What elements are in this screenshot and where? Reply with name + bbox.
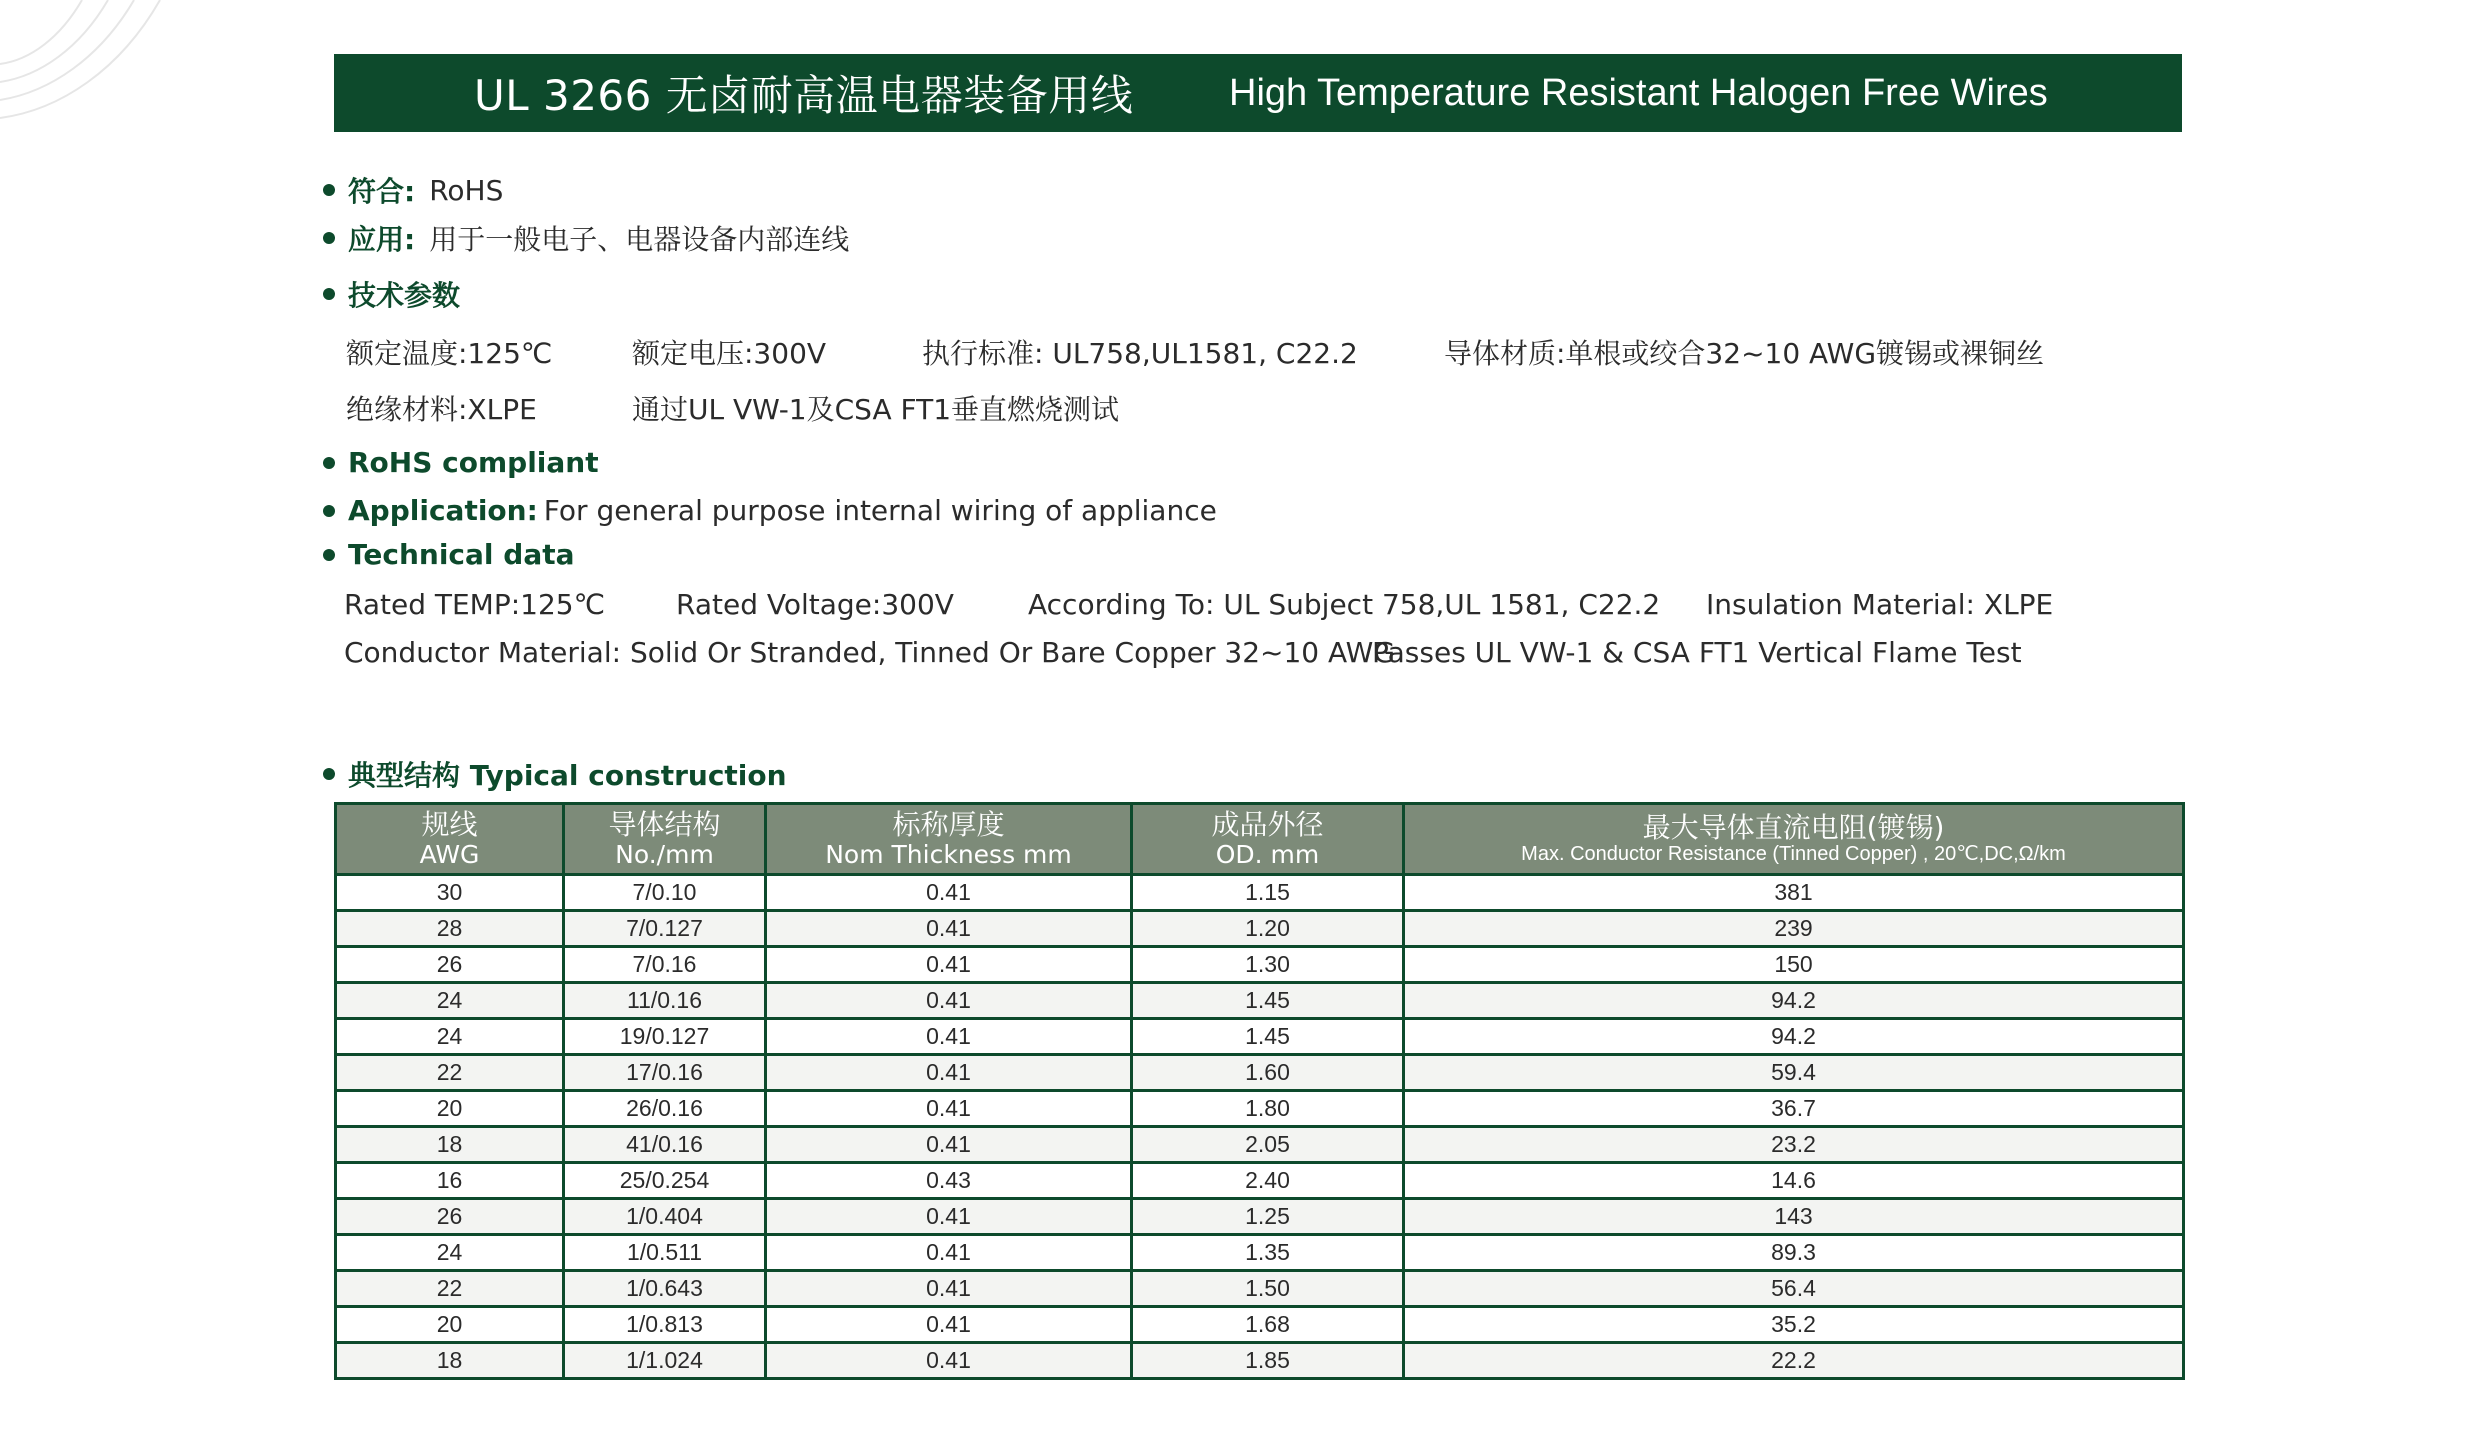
cn-application-value: 用于一般电子、电器设备内部连线 (429, 223, 850, 256)
en-rohs-line (323, 446, 599, 479)
cell-thickness: 0.41 (766, 1307, 1132, 1343)
header-resistance (1404, 804, 2184, 875)
en-param-temp: Rated TEMP:125℃ (344, 588, 606, 621)
cell-awg: 24 (336, 983, 564, 1019)
header-en: Nom Thickness mm (825, 839, 1072, 869)
cell-conductor: 7/0.10 (564, 875, 766, 911)
bullet-icon (323, 457, 335, 469)
cn-application-line (323, 218, 849, 258)
cell-conductor: 7/0.127 (564, 911, 766, 947)
cn-param-voltage: 额定电压:300V (632, 337, 827, 370)
table-row (336, 911, 2184, 947)
cn-param-temp: 额定温度:125℃ (346, 337, 553, 370)
en-tech-heading (323, 538, 575, 571)
cell-thickness: 0.41 (766, 875, 1132, 911)
title-chinese: UL 3266 无卤耐高温电器装备用线 (474, 71, 1134, 120)
cell-thickness: 0.41 (766, 1271, 1132, 1307)
cell-awg: 22 (336, 1271, 564, 1307)
bullet-icon (323, 505, 335, 517)
cell-awg: 16 (336, 1163, 564, 1199)
en-param-flame: Passes UL VW-1 & CSA FT1 Vertical Flame Test (1372, 636, 2022, 669)
table-row (336, 1019, 2184, 1055)
header-thickness (766, 804, 1132, 875)
en-param-standard: According To: UL Subject 758,UL 1581, C22.2 (1028, 588, 1661, 621)
cell-od: 1.35 (1132, 1235, 1404, 1271)
cell-resistance: 14.6 (1404, 1163, 2184, 1199)
cell-resistance: 89.3 (1404, 1235, 2184, 1271)
en-rohs-label: RoHS compliant (348, 446, 599, 479)
cell-resistance: 143 (1404, 1199, 2184, 1235)
header-conductor (564, 804, 766, 875)
construction-label: 典型结构 Typical construction (348, 759, 787, 792)
table-row (336, 1091, 2184, 1127)
bullet-icon (323, 232, 335, 244)
cn-tech-heading (323, 274, 460, 314)
en-tech-label: Technical data (348, 538, 575, 571)
cell-conductor: 1/1.024 (564, 1343, 766, 1379)
table-row (336, 1163, 2184, 1199)
en-param-insulation: Insulation Material: XLPE (1706, 588, 2054, 621)
en-param-voltage: Rated Voltage:300V (676, 588, 954, 621)
construction-heading (323, 754, 787, 794)
table-row (336, 1199, 2184, 1235)
cell-od: 1.50 (1132, 1271, 1404, 1307)
cell-od: 1.15 (1132, 875, 1404, 911)
cell-conductor: 26/0.16 (564, 1091, 766, 1127)
cell-od: 1.68 (1132, 1307, 1404, 1343)
en-application-line (323, 494, 1217, 527)
cell-awg: 20 (336, 1091, 564, 1127)
en-param-conductor: Conductor Material: Solid Or Stranded, Tinned Or Bare Copper 32~10 AWG (344, 636, 1396, 669)
cell-thickness: 0.41 (766, 947, 1132, 983)
cell-od: 1.85 (1132, 1343, 1404, 1379)
cell-resistance: 94.2 (1404, 983, 2184, 1019)
cell-resistance: 35.2 (1404, 1307, 2184, 1343)
title-english: High Temperature Resistant Halogen Free Wires (1229, 71, 2048, 114)
cell-thickness: 0.41 (766, 1343, 1132, 1379)
cn-tech-label: 技术参数 (348, 279, 461, 312)
cell-awg: 22 (336, 1055, 564, 1091)
cn-compliance-value: RoHS (429, 173, 504, 207)
cell-resistance: 239 (1404, 911, 2184, 947)
cell-resistance: 23.2 (1404, 1127, 2184, 1163)
table-row (336, 1307, 2184, 1343)
cell-conductor: 1/0.813 (564, 1307, 766, 1343)
cell-resistance: 150 (1404, 947, 2184, 983)
bullet-icon (323, 549, 335, 561)
cell-thickness: 0.41 (766, 1199, 1132, 1235)
cell-conductor: 17/0.16 (564, 1055, 766, 1091)
table-body (336, 875, 2184, 1379)
cell-od: 1.30 (1132, 947, 1404, 983)
en-application-value: For general purpose internal wiring of appliance (543, 494, 1217, 527)
cell-awg: 18 (336, 1127, 564, 1163)
table-row (336, 1127, 2184, 1163)
cell-conductor: 1/0.511 (564, 1235, 766, 1271)
title-bar (334, 54, 2182, 132)
cell-thickness: 0.41 (766, 1235, 1132, 1271)
cn-param-conductor: 导体材质:单根或绞合32~10 AWG镀锡或裸铜丝 (1444, 337, 2045, 370)
header-cn: 最大导体直流电阻(镀锡) (1642, 810, 1945, 844)
cell-awg: 24 (336, 1019, 564, 1055)
table-row (336, 983, 2184, 1019)
cell-resistance: 94.2 (1404, 1019, 2184, 1055)
cell-awg: 26 (336, 947, 564, 983)
cn-param-standard: 执行标准: UL758,UL1581, C22.2 (922, 337, 1358, 370)
table-row (336, 1271, 2184, 1307)
header-cn: 标称厚度 (892, 807, 1005, 841)
cell-thickness: 0.41 (766, 1019, 1132, 1055)
cell-thickness: 0.41 (766, 1055, 1132, 1091)
header-awg (336, 804, 564, 875)
header-cn: 成品外径 (1211, 807, 1324, 841)
bullet-icon (323, 768, 335, 780)
cell-thickness: 0.41 (766, 983, 1132, 1019)
cell-conductor: 7/0.16 (564, 947, 766, 983)
cell-od: 1.45 (1132, 1019, 1404, 1055)
cell-resistance: 36.7 (1404, 1091, 2184, 1127)
cell-thickness: 0.41 (766, 1127, 1132, 1163)
header-cn: 规线 (421, 807, 478, 841)
cell-awg: 24 (336, 1235, 564, 1271)
cell-thickness: 0.41 (766, 911, 1132, 947)
header-en: Max. Conductor Resistance (Tinned Copper) , 20℃,DC,Ω/km (1521, 843, 2066, 866)
table-row (336, 947, 2184, 983)
cell-od: 1.80 (1132, 1091, 1404, 1127)
cell-od: 2.40 (1132, 1163, 1404, 1199)
cell-od: 2.05 (1132, 1127, 1404, 1163)
cell-od: 1.60 (1132, 1055, 1404, 1091)
cell-thickness: 0.41 (766, 1091, 1132, 1127)
cell-thickness: 0.43 (766, 1163, 1132, 1199)
cell-conductor: 11/0.16 (564, 983, 766, 1019)
cell-resistance: 56.4 (1404, 1271, 2184, 1307)
header-en: OD. mm (1215, 839, 1320, 869)
cell-od: 1.25 (1132, 1199, 1404, 1235)
bullet-icon (323, 288, 335, 300)
cell-od: 1.20 (1132, 911, 1404, 947)
cn-application-label: 应用: (348, 223, 416, 256)
cn-param-flame: 通过UL VW-1及CSA FT1垂直燃烧测试 (632, 393, 1120, 426)
cell-awg: 26 (336, 1199, 564, 1235)
table-header-row (336, 804, 2184, 875)
cn-compliance-label: 符合: (348, 175, 416, 208)
cell-awg: 28 (336, 911, 564, 947)
bullet-icon (323, 184, 335, 196)
cell-conductor: 1/0.404 (564, 1199, 766, 1235)
cell-od: 1.45 (1132, 983, 1404, 1019)
corner-arc-decoration (0, 0, 200, 130)
cn-param-insulation: 绝缘材料:XLPE (346, 393, 537, 426)
cell-resistance: 381 (1404, 875, 2184, 911)
header-od (1132, 804, 1404, 875)
cell-conductor: 1/0.643 (564, 1271, 766, 1307)
cell-conductor: 25/0.254 (564, 1163, 766, 1199)
cell-conductor: 41/0.16 (564, 1127, 766, 1163)
cn-compliance-line (323, 170, 503, 210)
table-row (336, 1055, 2184, 1091)
cell-awg: 18 (336, 1343, 564, 1379)
construction-table (334, 802, 2185, 1380)
cell-resistance: 22.2 (1404, 1343, 2184, 1379)
table-row (336, 875, 2184, 911)
cell-awg: 20 (336, 1307, 564, 1343)
en-application-label: Application: (348, 494, 538, 527)
cell-conductor: 19/0.127 (564, 1019, 766, 1055)
table-row (336, 1343, 2184, 1379)
cell-resistance: 59.4 (1404, 1055, 2184, 1091)
header-cn: 导体结构 (608, 807, 721, 841)
table-row (336, 1235, 2184, 1271)
header-en: AWG (419, 839, 480, 869)
cell-awg: 30 (336, 875, 564, 911)
header-en: No./mm (615, 839, 714, 869)
